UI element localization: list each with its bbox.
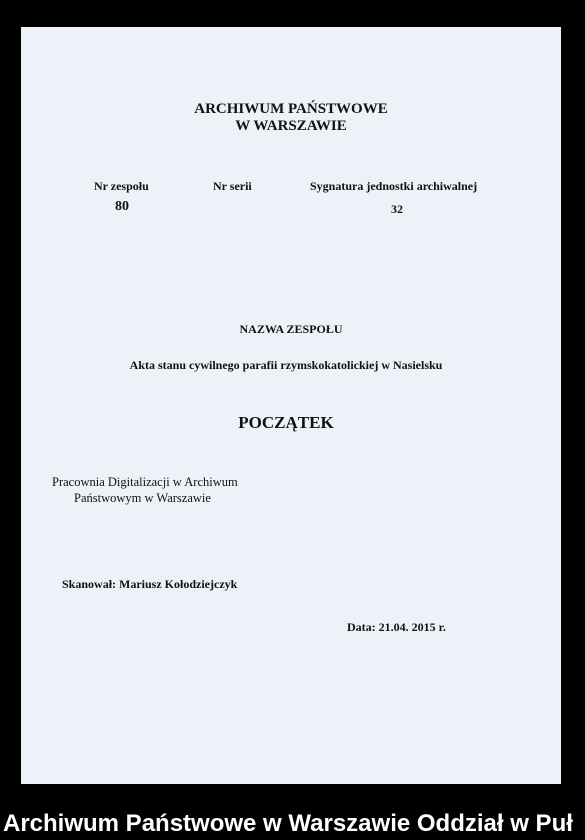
archive-name-line2: W WARSZAWIE bbox=[235, 118, 347, 134]
fonds-name-value: Akta stanu cywilnego parafii rzymskokatolickiej w Nasielsku bbox=[129, 358, 443, 372]
document-sheet bbox=[21, 27, 561, 784]
fonds-name-label: NAZWA ZESPOŁU bbox=[239, 322, 343, 336]
fonds-number-value: 80 bbox=[115, 199, 129, 214]
signature-value: 32 bbox=[391, 202, 403, 216]
scan-date: Data: 21.04. 2015 r. bbox=[347, 620, 446, 634]
fonds-number-label: Nr zespołu bbox=[94, 179, 149, 193]
digitization-lab-line1: Pracownia Digitalizacji w Archiwum bbox=[52, 475, 238, 489]
scanned-by: Skanował: Mariusz Kołodziejczyk bbox=[62, 577, 238, 591]
series-number-label: Nr serii bbox=[213, 179, 252, 193]
digitization-lab-line2: Państwowym w Warszawie bbox=[74, 491, 211, 505]
signature-label: Sygnatura jednostki archiwalnej bbox=[310, 179, 478, 193]
archive-footer-banner: Archiwum Państwowe w Warszawie Oddział w Puł bbox=[3, 810, 573, 837]
archive-name-line1: ARCHIWUM PAŃSTWOWE bbox=[194, 101, 388, 117]
start-marker: POCZĄTEK bbox=[238, 413, 334, 432]
